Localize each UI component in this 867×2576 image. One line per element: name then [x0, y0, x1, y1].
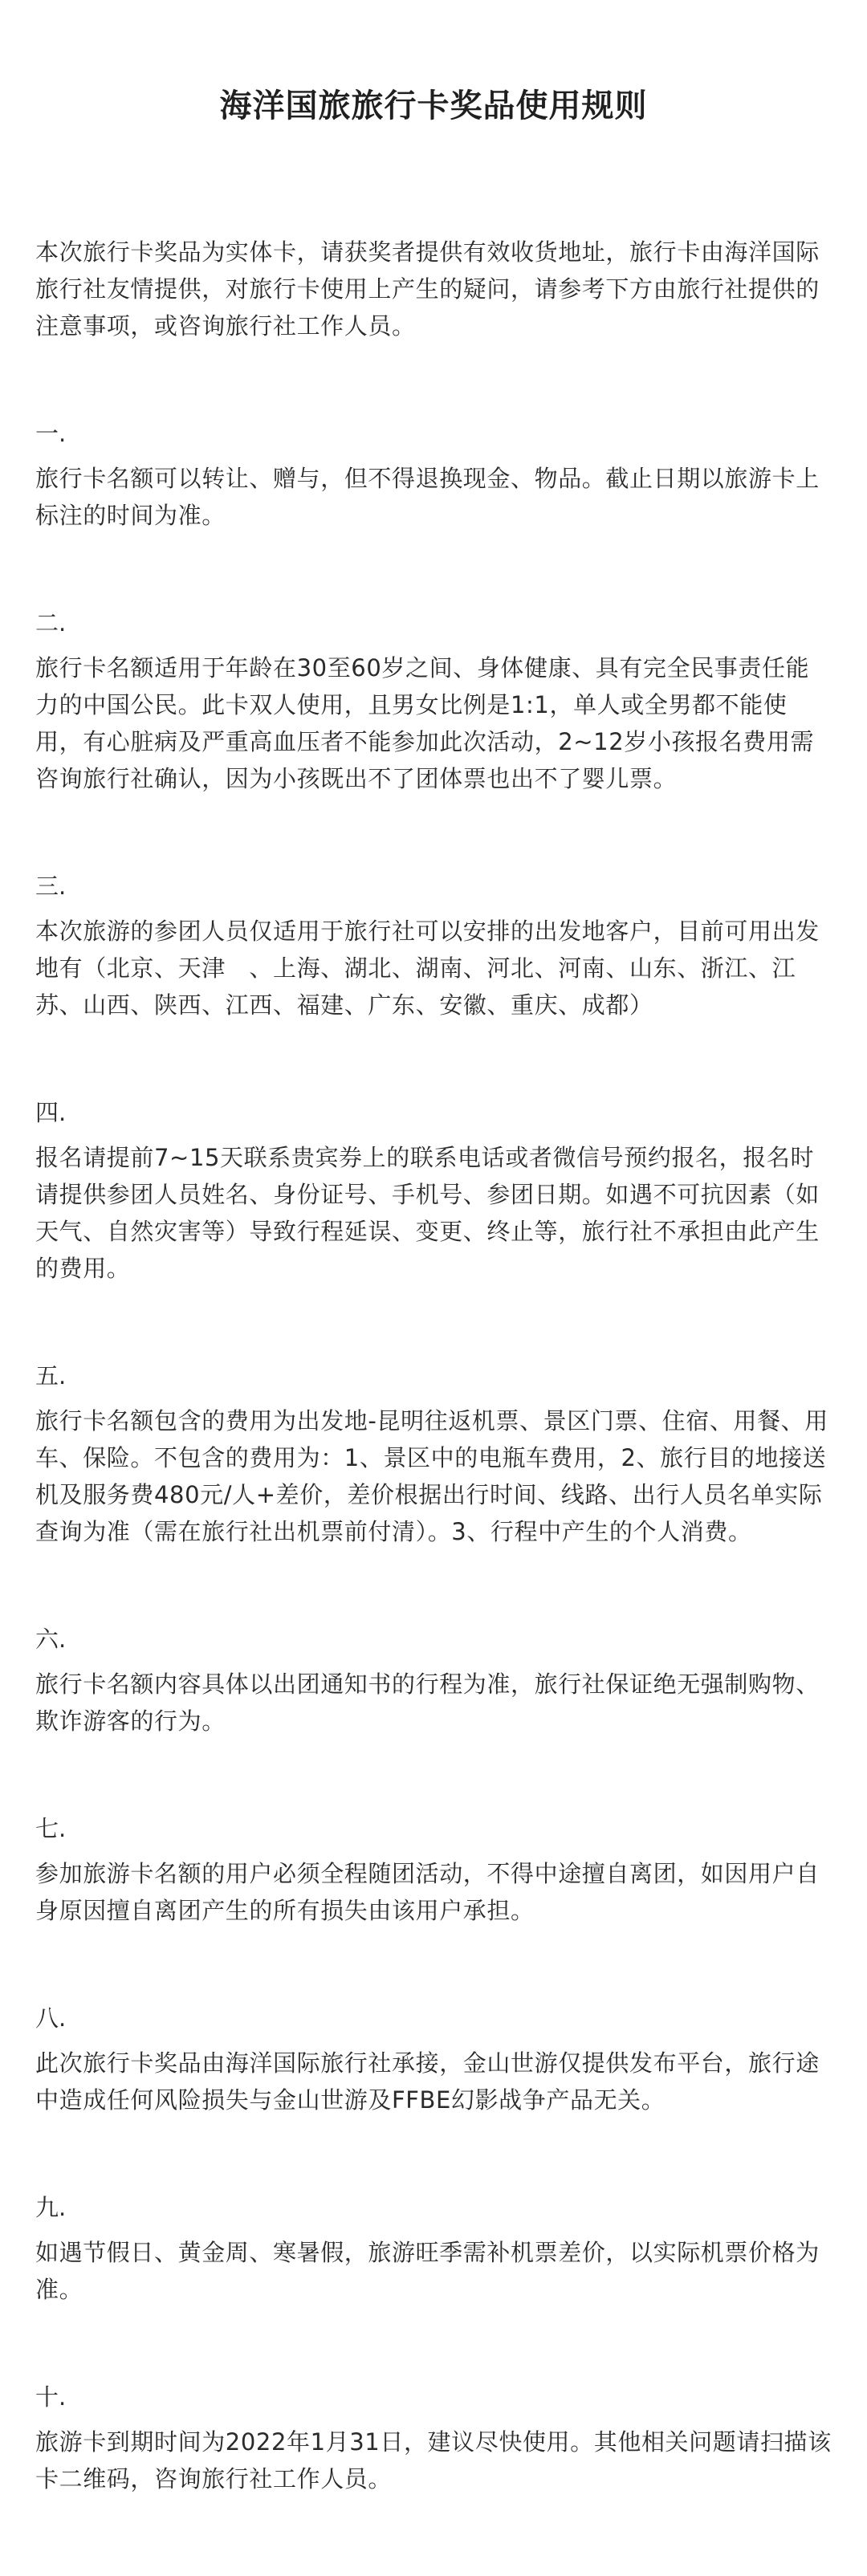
rule-section-8 — [35, 2000, 832, 2118]
section-number: 七. — [35, 1815, 67, 1842]
rule-section-4 — [35, 1094, 832, 1287]
section-number: 三. — [35, 873, 67, 900]
intro-paragraph: 本次旅行卡奖品为实体卡，请获奖者提供有效收货地址，旅行卡由海洋国际旅行社友情提供，对旅行卡使用上产生的疑问，请参考下方由旅行社提供的注意事项，或咨询旅行社工作人员。 — [35, 238, 820, 340]
section-text: 旅行卡名额内容具体以出团通知书的行程为准，旅行社保证绝无强制购物、欺诈游客的行为。 — [35, 1671, 820, 1735]
section-text: 报名请提前7~15天联系贵宾券上的联系电话或者微信号预约报名，报名时请提供参团人员姓名、身份证号、手机号、参团日期。如遇不可抗因素（如天气、自然灾害等）导致行程延误、变更、终止等，旅行社不承担由此产生的费用。 — [35, 1144, 820, 1282]
rule-section-10 — [35, 2379, 832, 2497]
section-text: 旅行卡名额包含的费用为出发地-昆明往返机票、景区门票、住宿、用餐、用车、保险。不包含的费用为：1、景区中的电瓶车费用，2、旅行目的地接送机及服务费480元/人+差价，差价根据出行时间、线路、出行人员名单实际查询为准（需在旅行社出机票前付清）。3、行程中产生的个人消费。 — [35, 1407, 828, 1545]
rule-section-5 — [35, 1357, 832, 1550]
section-text: 本次旅游的参团人员仅适用于旅行社可以安排的出发地客户，目前可用出发地有（北京、天津 、上海、湖北、湖南、河北、河南、山东、浙江、江苏、山西、陕西、江西、福建、广东、安徽、重庆、成都） — [35, 918, 820, 1019]
rule-section-7 — [35, 1810, 832, 1929]
section-number: 四. — [35, 1099, 67, 1126]
rule-section-3 — [35, 868, 832, 1023]
section-number: 八. — [35, 2004, 67, 2032]
section-number: 一. — [35, 420, 67, 447]
section-text: 参加旅游卡名额的用户必须全程随团活动，不得中途擅自离团，如因用户自身原因擅自离团产生的所有损失由该用户承担。 — [35, 1860, 820, 1924]
page-title: 海洋国旅旅行卡奖品使用规则 — [219, 87, 648, 124]
section-text: 此次旅行卡奖品由海洋国际旅行社承接，金山世游仅提供发布平台，旅行途中造成任何风险损失与金山世游及FFBE幻影战争产品无关。 — [35, 2049, 820, 2114]
rule-section-1 — [35, 415, 832, 534]
rule-section-6 — [35, 1621, 832, 1740]
section-text: 旅游卡到期时间为2022年1月31日，建议尽快使用。其他相关问题请扫描该卡二维码，咨询旅行社工作人员。 — [35, 2428, 832, 2493]
section-text: 如遇节假日、黄金周、寒暑假，旅游旺季需补机票差价，以实际机票价格为准。 — [35, 2239, 820, 2303]
rule-section-9 — [35, 2189, 832, 2308]
section-text: 旅行卡名额适用于年龄在30至60岁之间、身体健康、具有完全民事责任能力的中国公民。此卡双人使用，且男女比例是1:1，单人或全男都不能使用，有心脏病及严重高血压者不能参加此次活动，2~12岁小孩报名费用需咨询旅行社确认，因为小孩既出不了团体票也出不了婴儿票。 — [35, 654, 815, 792]
section-number: 六. — [35, 1626, 67, 1653]
section-number: 十. — [35, 2383, 67, 2411]
section-number: 二. — [35, 609, 67, 637]
section-number: 五. — [35, 1362, 67, 1390]
rule-section-2 — [35, 604, 832, 797]
section-text: 旅行卡名额可以转让、赠与，但不得退换现金、物品。截止日期以旅游卡上标注的时间为准。 — [35, 465, 820, 529]
section-number: 九. — [35, 2194, 67, 2221]
